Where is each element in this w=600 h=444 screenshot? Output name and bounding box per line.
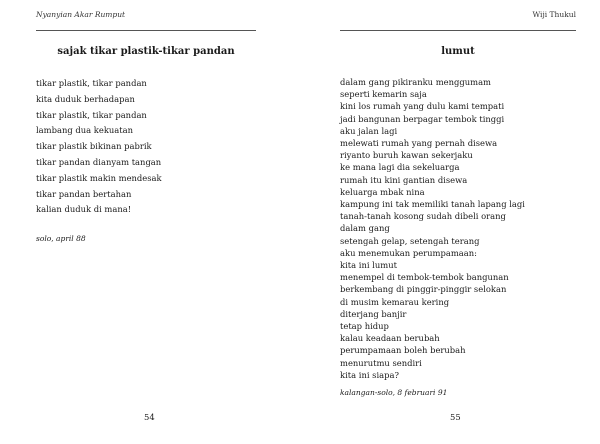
- poem-line: tikar pandan bertahan: [36, 188, 132, 199]
- right-running-head: Wiji Thukul: [532, 10, 576, 19]
- poem-line: tetap hidup: [340, 321, 389, 332]
- poem-line: tikar plastik makin mendesak: [36, 172, 162, 183]
- poem-line: kalian duduk di mana!: [36, 204, 132, 215]
- left-sign-off: solo, april 88: [36, 234, 86, 243]
- poem-line: tanah-tanah kosong sudah dibeli orang: [340, 211, 506, 222]
- poem-line: di musim kemarau kering: [340, 296, 450, 307]
- right-page-number: 55: [450, 412, 461, 422]
- right-page: [300, 0, 600, 444]
- poem-line: tikar pandan dianyam tangan: [36, 156, 162, 167]
- poem-line: dalam gang pikiranku menggumam: [340, 77, 491, 87]
- left-page-number: 54: [144, 412, 155, 422]
- poem-line: kita ini siapa?: [340, 369, 400, 380]
- right-poem-title: lumut: [441, 46, 475, 57]
- left-header-rule: [36, 30, 256, 31]
- left-poem-body: [36, 76, 266, 218]
- poem-line: setengah gelap, setengah terang: [340, 235, 480, 246]
- poem-line: kampung ini tak memiliki tanah lapang lagi: [340, 199, 525, 210]
- poem-line: jadi bangunan berpagar tembok tinggi: [340, 113, 505, 124]
- poem-line: aku menemukan perumpamaan:: [340, 247, 477, 258]
- right-header-rule: [340, 30, 576, 31]
- poem-line: kita ini lumut: [340, 260, 397, 271]
- poem-line: kalau keadaan berubah: [340, 333, 440, 344]
- poem-line: kita duduk berhadapan: [36, 93, 135, 104]
- poem-line: dalam gang: [340, 223, 390, 234]
- poem-line: kini los rumah yang dulu kami tempati: [340, 101, 505, 112]
- poem-line: perumpamaan boleh berubah: [340, 345, 466, 356]
- poem-line: tikar plastik bikinan pabrik: [36, 141, 152, 152]
- poem-line: diterjang banjir: [340, 308, 407, 319]
- left-running-head: Nyanyian Akar Rumput: [36, 10, 126, 19]
- poem-line: melewati rumah yang pernah disewa: [340, 138, 498, 149]
- right-sign-off: kalangan-solo, 8 februari 91: [340, 388, 448, 397]
- poem-line: keluarga mbak nina: [340, 186, 425, 197]
- poem-line: menurutmu sendiri: [340, 357, 422, 368]
- poem-line: rumah itu kini gantian disewa: [340, 174, 468, 185]
- right-poem-body: [340, 76, 590, 381]
- poem-line: ke mana lagi dia sekeluarga: [340, 162, 460, 173]
- poem-line: tikar plastik, tikar pandan: [36, 109, 147, 120]
- poem-line: lambang dua kekuatan: [36, 125, 134, 136]
- poem-line: seperti kemarin saja: [340, 89, 427, 100]
- poem-line: aku jalan lagi: [340, 125, 398, 136]
- poem-line: berkembang di pinggir-pinggir selokan: [340, 284, 507, 295]
- left-poem-title: sajak tikar plastik-tikar pandan: [57, 46, 235, 57]
- poem-line: riyanto buruh kawan sekerjaku: [340, 150, 473, 161]
- poem-line: tikar plastik, tikar pandan: [36, 78, 147, 88]
- poem-line: menempel di tembok-tembok bangunan: [340, 272, 509, 283]
